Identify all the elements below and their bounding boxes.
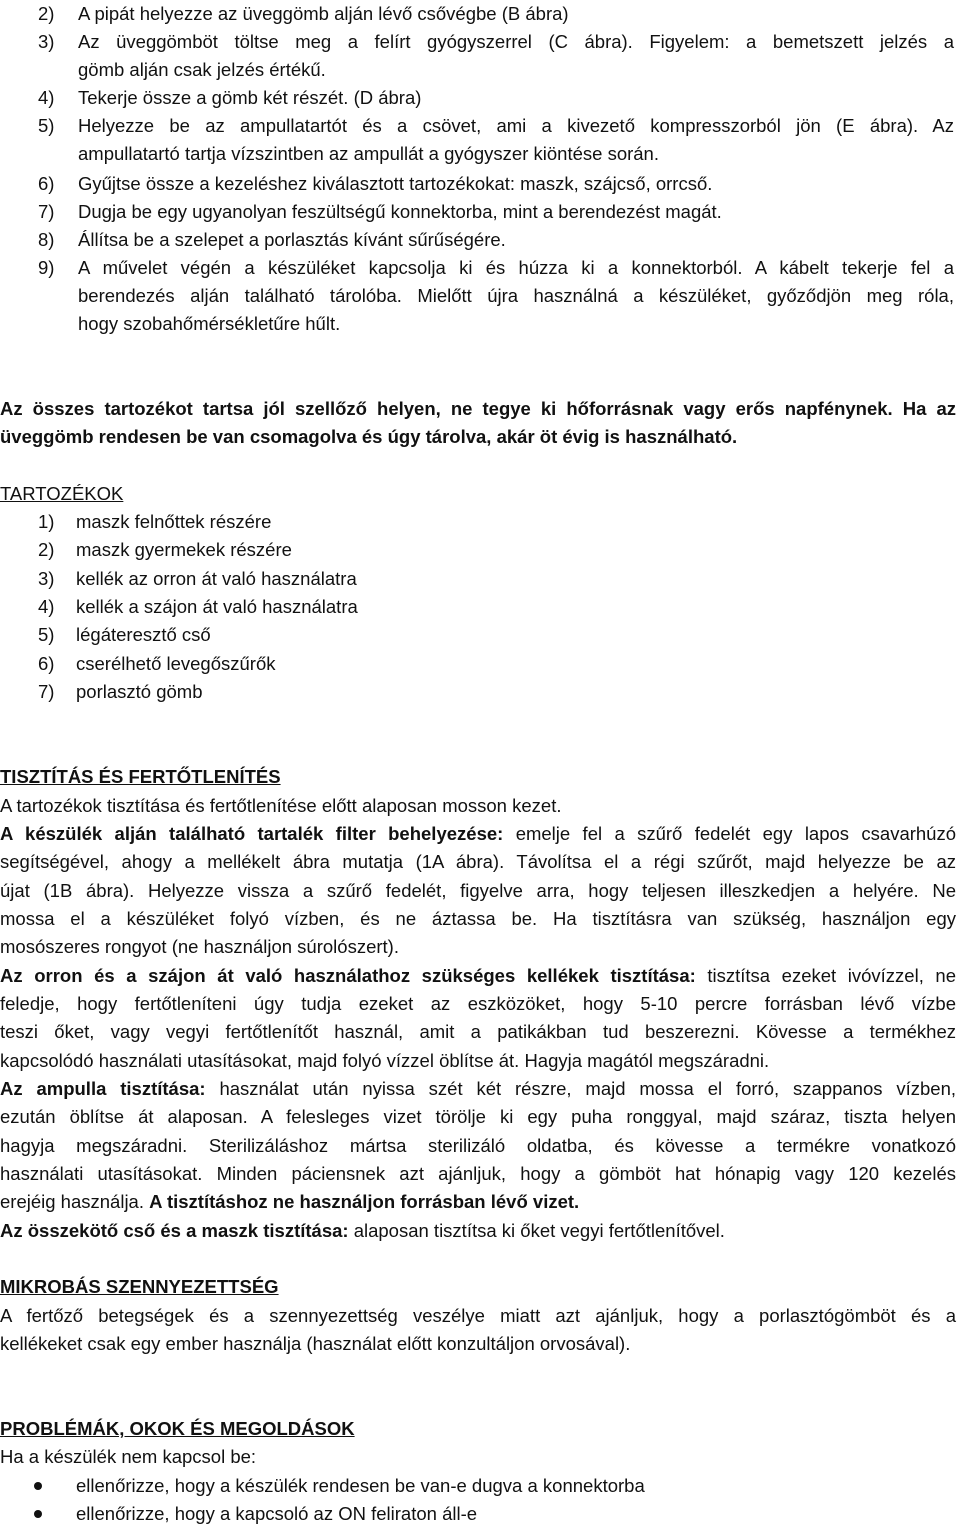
- storage-note-line: üveggömb rendesen be van csomagolva és úgy tárolva, akár öt évig is használható.: [0, 426, 738, 447]
- paragraph-line: Ha a készülék nem kapcsol be:: [0, 1446, 257, 1467]
- paragraph-line: ezután öblítse át alaposan. A felesleges vizet törölje ki egy puha ronggyal, majd száraz, tiszta helyen: [0, 1106, 956, 1127]
- bullet-text: ellenőrizze, hogy a készülék rendesen be van-e dugva a konnektorba: [76, 1475, 645, 1496]
- paragraph-line: újat (1B ábra). Helyezze vissza a szűrő fedelét, figyelve arra, hogy teljesen illeszkedjen a helyére. Ne: [0, 880, 956, 901]
- bullet-icon: [34, 1482, 42, 1490]
- storage-note-line: Az összes tartozékot tartsa jól szellőző helyen, ne tegye ki hőforrásnak vagy erős napfénynek. Ha az: [0, 398, 956, 419]
- ampoule-text: használat után nyissa szét két részre, majd mossa el forró, szappanos vízben,: [219, 1078, 957, 1099]
- paragraph-line: A tartozékok tisztítása és fertőtlenítése előtt alaposan mosson kezet.: [0, 795, 562, 816]
- list-number: 7): [38, 201, 55, 222]
- filter-text: emelje fel a szűrő fedelét egy lapos csavarhúzó: [515, 823, 957, 844]
- nose-mouth-text: tisztítsa ezeket ivóvízzel, ne: [707, 965, 957, 986]
- ampoule-text: erejéig használja.: [0, 1191, 144, 1212]
- list-number: 9): [38, 257, 55, 278]
- list-number: 3): [38, 31, 55, 52]
- tube-mask-text: alaposan tisztítsa ki őket vegyi fertőtlenítővel.: [353, 1220, 725, 1241]
- list-number: 2): [38, 539, 55, 560]
- list-number: 6): [38, 653, 55, 674]
- paragraph-line: [0, 1075, 956, 1103]
- list-text: A pipát helyezze az üveggömb alján lévő csővégbe (B ábra): [78, 3, 569, 24]
- paragraph-line: [0, 1188, 960, 1216]
- list-text: Állítsa be a szelepet a porlasztás kívánt sűrűségére.: [78, 229, 506, 250]
- list-text: Tekerje össze a gömb két részét. (D ábra): [78, 87, 422, 108]
- list-number: 8): [38, 229, 55, 250]
- list-number: 4): [38, 596, 55, 617]
- list-text: Az üveggömböt töltse meg a felírt gyógyszerrel (C ábra). Figyelem: a bemetszett jelzés a: [78, 31, 954, 52]
- list-text: maszk felnőttek részére: [76, 511, 272, 532]
- list-text: kellék az orron át való használatra: [76, 568, 357, 589]
- list-text: maszk gyermekek részére: [76, 539, 292, 560]
- list-text: A művelet végén a készüléket kapcsolja ki és húzza ki a konnektorból. A kábelt tekerje fel a: [78, 257, 954, 278]
- section-heading-microbial: MIKROBÁS SZENNYEZETTSÉG: [0, 1276, 279, 1297]
- list-text: Dugja be egy ugyanolyan feszültségű konnektorba, mint a berendezést magát.: [78, 201, 722, 222]
- list-number: 7): [38, 681, 55, 702]
- paragraph-line: hagyja megszáradni. Sterilizáláshoz mártsa sterilizáló oldatba, és kövesse a termékre vonatkozó: [0, 1135, 956, 1156]
- paragraph-line: [0, 1217, 960, 1245]
- list-number: 1): [38, 511, 55, 532]
- list-text: ampullatartó tartja vízszintben az ampullát a gyógyszer kiöntése során.: [78, 143, 659, 164]
- paragraph-line: kapcsolódó használati utasításokat, majd folyó vízzel öblítse át. Hagyja magától megszáradni.: [0, 1050, 770, 1071]
- paragraph-line: mossa el a készüléket folyó vízben, és ne áztassa be. Ha tisztításra van szükség, használjon egy: [0, 908, 956, 929]
- filter-label: A készülék alján található tartalék filter behelyezése:: [0, 823, 504, 844]
- list-number: 4): [38, 87, 55, 108]
- paragraph-line: használati utasításokat. Minden páciensnek azt ajánljuk, hogy a gömböt hat hónapig vagy 120 kezelés: [0, 1163, 956, 1184]
- section-heading-cleaning: TISZTÍTÁS ÉS FERTŐTLENÍTÉS: [0, 766, 281, 787]
- section-heading-problems: PROBLÉMÁK, OKOK ÉS MEGOLDÁSOK: [0, 1418, 355, 1439]
- list-number: 3): [38, 568, 55, 589]
- list-text: kellék a szájon át való használatra: [76, 596, 358, 617]
- paragraph-line: feledje, hogy fertőtleníteni úgy tudja ezeket az eszközöket, hogy 5-10 percre forrásban lévő vízbe: [0, 993, 956, 1014]
- bullet-text: ellenőrizze, hogy a kapcsoló az ON feliraton áll-e: [76, 1503, 478, 1524]
- list-number: 5): [38, 115, 55, 136]
- list-text: Gyűjtse össze a kezeléshez kiválasztott tartozékokat: maszk, szájcső, orrcső.: [78, 173, 713, 194]
- list-text: Helyezze be az ampullatartót és a csövet, ami a kivezető kompresszorból jön (E ábra). Az: [78, 115, 954, 136]
- paragraph-line: kellékeket csak egy ember használja (használat előtt konzultáljon orvosával).: [0, 1333, 631, 1354]
- list-number: 2): [38, 3, 55, 24]
- list-text: porlasztó gömb: [76, 681, 203, 702]
- ampoule-label: Az ampulla tisztítása:: [0, 1078, 206, 1099]
- list-text: légáteresztő cső: [76, 624, 211, 645]
- bullet-icon: [34, 1510, 42, 1518]
- ampoule-warning: A tisztításhoz ne használjon forrásban lévő vizet.: [149, 1191, 580, 1212]
- list-text: hogy szobahőmérsékletűre hűlt.: [78, 313, 341, 334]
- list-text: gömb alján csak jelzés értékű.: [78, 59, 326, 80]
- list-number: 5): [38, 624, 55, 645]
- list-text: berendezés alján található tárolóba. Mielőtt újra használná a készüléket, győződjön meg róla,: [78, 285, 954, 306]
- list-text: cserélhető levegőszűrők: [76, 653, 276, 674]
- paragraph-line: [0, 820, 956, 848]
- paragraph-line: A fertőző betegségek és a szennyezettség veszélye miatt azt ajánljuk, hogy a porlasztógömböt és a: [0, 1305, 956, 1326]
- nose-mouth-label: Az orron és a szájon át való használathoz szükséges kellékek tisztítása:: [0, 965, 696, 986]
- paragraph-line: segítségével, ahogy a mellékelt ábra mutatja (1A ábra). Távolítsa el a régi szűrőt, majd helyezze be az: [0, 851, 956, 872]
- paragraph-line: teszi őket, vagy vegyi fertőtlenítőt használ, amit a patikákban tud beszerezni. Kövesse a termékhez: [0, 1021, 956, 1042]
- paragraph-line: mosószeres rongyot (ne használjon súrolószert).: [0, 936, 399, 957]
- section-heading-accessories: TARTOZÉKOK: [0, 483, 124, 504]
- paragraph-line: [0, 962, 956, 990]
- tube-mask-label: Az összekötő cső és a maszk tisztítása:: [0, 1220, 349, 1241]
- list-number: 6): [38, 173, 55, 194]
